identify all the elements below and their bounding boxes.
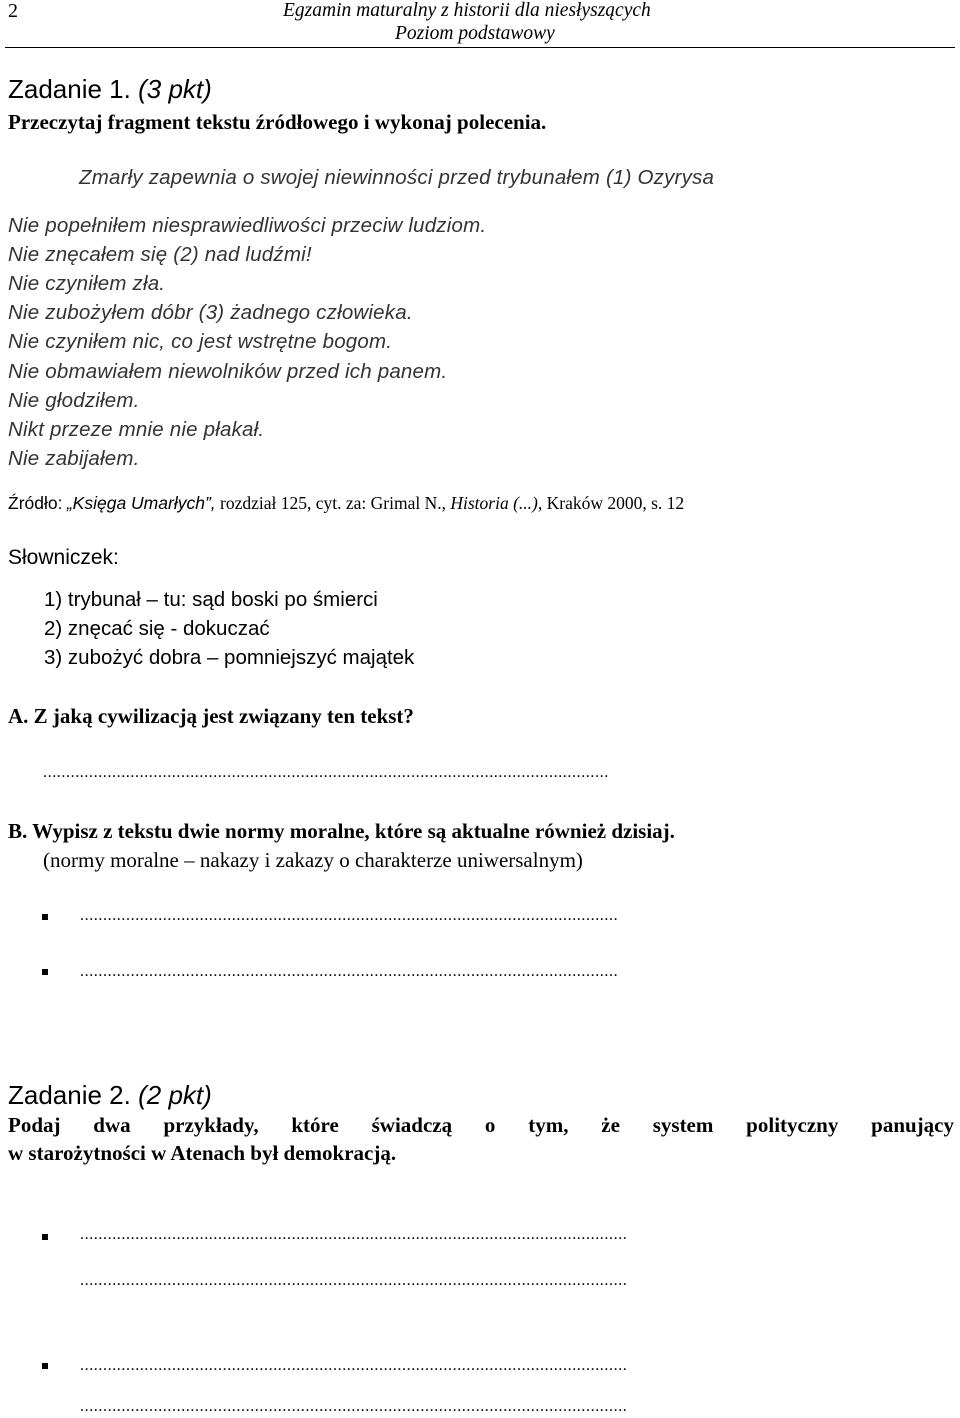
source-intro: Zmarły zapewnia o swojej niewinności przed trybunałem (1) Ozyrysa [79,166,715,189]
glossary-item: 1) trybunał – tu: sąd boski po śmierci [44,588,378,611]
bullet-icon [42,1234,48,1240]
citation-label: Źródło: [8,493,63,513]
header-divider [5,47,955,48]
task1-heading [8,74,212,105]
source-line: Nie znęcałem się (2) nad ludźmi! [8,243,312,266]
answer-line-a[interactable]: ........................................................................................................................... [43,764,609,781]
exam-title: Egzamin maturalny z historii dla niesłyszących [283,0,651,21]
source-line: Nie zubożyłem dóbr (3) żadnego człowieka. [8,301,413,324]
question-b-note: (normy moralne – nakazy i zakazy o charakterze uniwersalnym) [43,848,583,872]
source-line: Nikt przeze mnie nie płakał. [8,418,265,441]
source-line: Nie obmawiałem niewolników przed ich panem. [8,360,448,383]
task2-instruction [8,1111,954,1167]
answer-line-2b[interactable]: ....................................................................................................................... [80,1272,628,1289]
bullet-icon [42,1363,48,1369]
citation-book: „Księga Umarłych”, [66,493,216,513]
answer-line-2c[interactable]: ....................................................................................................................... [80,1357,628,1374]
exam-level: Poziom podstawowy [395,23,555,44]
glossary-item: 3) zubożyć dobra – pomniejszyć majątek [44,646,415,669]
answer-line-b1[interactable]: ..................................................................................................................... [80,907,619,924]
task2-points: (2 pkt) [138,1080,212,1110]
bullet-icon [42,969,48,975]
question-b: B. Wypisz z tekstu dwie normy moralne, które są aktualne również dzisiaj. [8,819,675,843]
source-line: Nie czyniłem zła. [8,272,166,295]
task1-instruction: Przeczytaj fragment tekstu źródłowego i wykonaj polecenia. [8,110,547,134]
task1-points: (3 pkt) [138,74,212,104]
source-citation [8,493,684,514]
source-line: Nie zabijałem. [8,447,140,470]
source-line: Nie czyniłem nic, co jest wstrętne bogom. [8,330,393,353]
task2-heading [8,1080,212,1111]
task2-instruction-line2: w starożytności w Atenach był demokracją. [8,1141,397,1165]
answer-line-2d[interactable]: ....................................................................................................................... [80,1398,628,1415]
bullet-icon [42,914,48,920]
source-line: Nie popełniłem niesprawiedliwości przeciw ludziom. [8,214,487,237]
task2-title: Zadanie 2. [8,1080,131,1110]
task1-title: Zadanie 1. [8,74,131,104]
answer-line-b2[interactable]: ..................................................................................................................... [80,963,619,980]
question-a: A. Z jaką cywilizacją jest związany ten tekst? [8,704,414,728]
source-line: Nie głodziłem. [8,389,140,412]
citation-place: Kraków 2000, s. 12 [546,493,685,513]
citation-chapter: rozdział 125, cyt. za: Grimal N., [220,493,446,513]
citation-work: Historia (...), [450,493,543,513]
page-number: 2 [8,0,18,22]
answer-line-2a[interactable]: ....................................................................................................................... [80,1226,628,1243]
glossary-item: 2) znęcać się - dokuczać [44,617,270,640]
glossary-title: Słowniczek: [8,546,119,569]
task2-instruction-line1: Podaj dwa przykłady, które świadczą o tym, że system polityczny panujący [8,1113,954,1137]
